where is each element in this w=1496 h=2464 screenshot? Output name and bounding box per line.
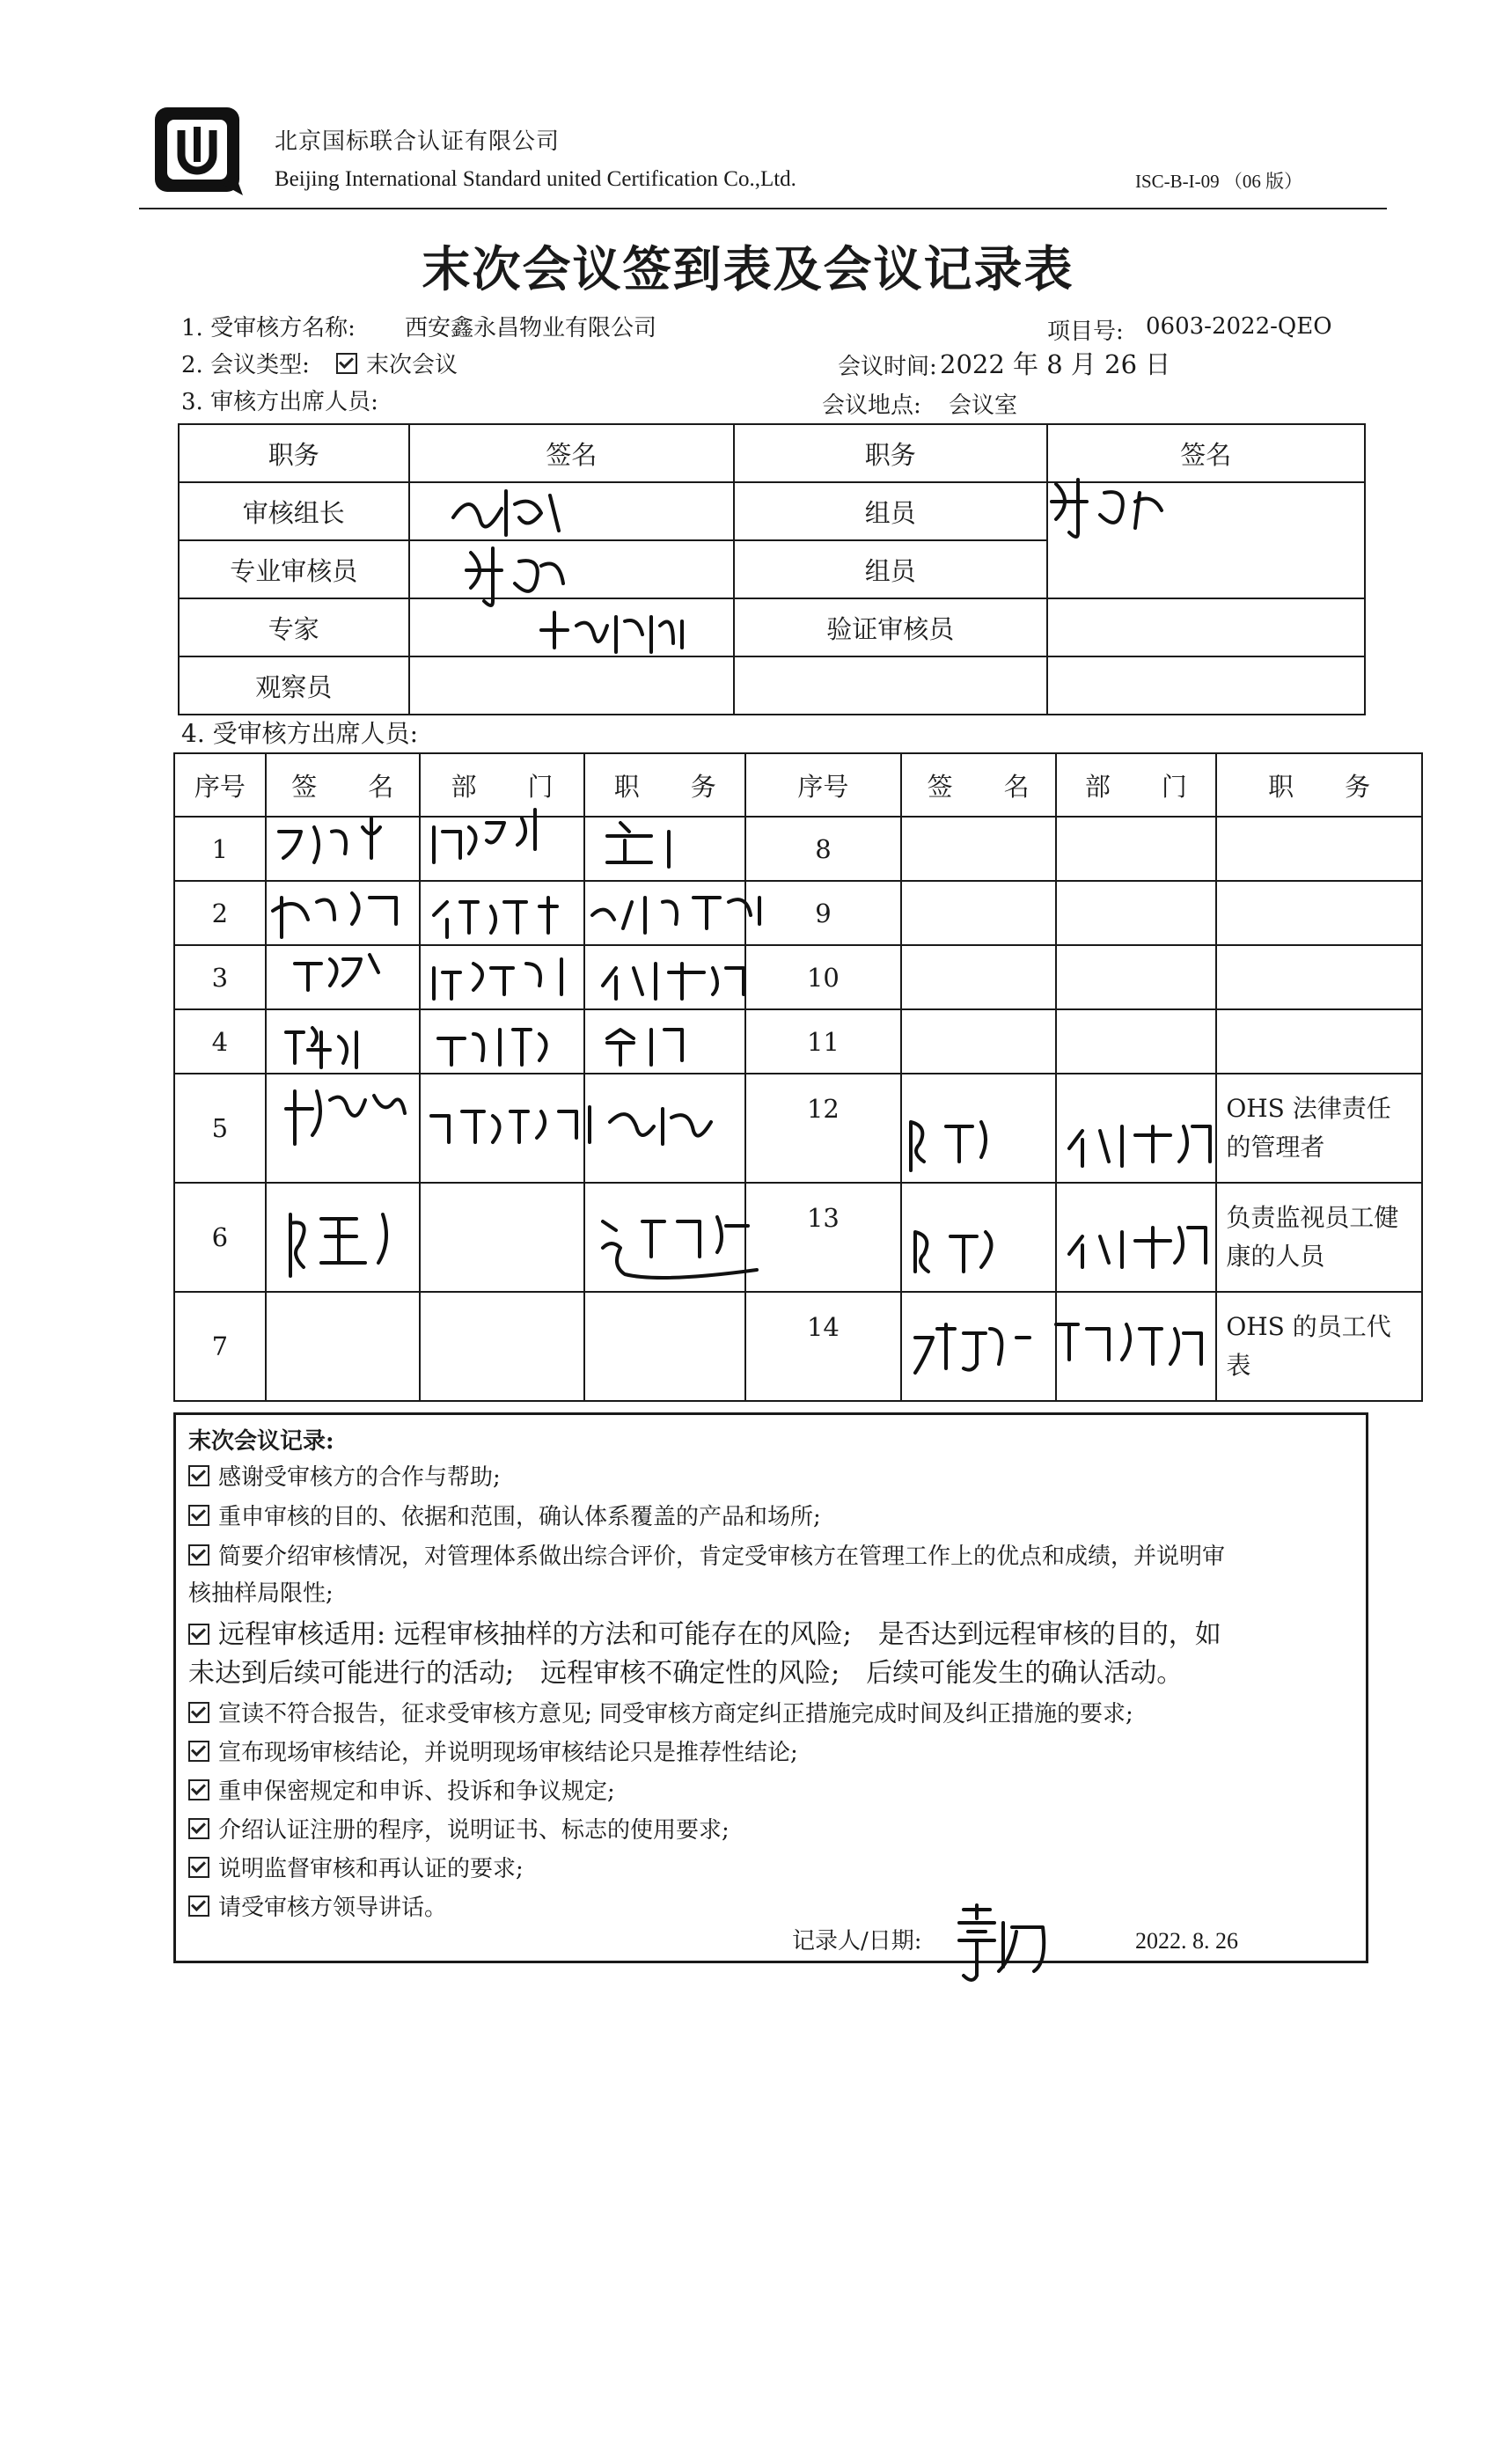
checkbox-checked-icon — [188, 1624, 209, 1645]
checkbox-checked-icon — [188, 1818, 209, 1839]
row-number: 4 — [174, 1009, 266, 1074]
position-cell: OHS 的员工代表 — [1216, 1292, 1422, 1401]
handwritten-signature — [598, 1021, 695, 1074]
signature-cell — [901, 945, 1056, 1009]
handwritten-signature — [902, 1109, 1008, 1179]
handwritten-signature — [429, 818, 544, 871]
col-header: 签 名 — [901, 753, 1056, 817]
position-cell — [1216, 881, 1422, 945]
signature-cell — [901, 881, 1056, 945]
col-header: 职 务 — [584, 753, 745, 817]
handwritten-signature — [906, 1219, 1012, 1280]
auditee-attendees-label: 4. 受审核方出席人员: — [181, 719, 419, 748]
position-cell — [584, 1292, 745, 1401]
record-item-continued: 未达到后续可能进行的活动; 远程审核不确定性的风险; 后续可能发生的确认活动。 — [188, 1658, 1184, 1689]
signature-cell — [901, 817, 1056, 881]
record-item: 介绍认证注册的程序，说明证书、标志的使用要求; — [188, 1813, 730, 1848]
handwritten-signature — [906, 1320, 1206, 1404]
table-header-row — [179, 424, 1365, 482]
table-row — [179, 656, 1365, 715]
form-number: ISC-B-I-09 （06 版） — [1135, 171, 1303, 192]
handwritten-signature — [275, 818, 389, 871]
table-row — [174, 1292, 1422, 1401]
checkbox-checked-icon — [188, 1544, 209, 1566]
col-header: 职务 — [179, 424, 409, 482]
record-item: 说明监督审核和再认证的要求; — [188, 1852, 524, 1887]
record-item: 重申保密规定和申诉、投诉和争议规定; — [188, 1774, 615, 1809]
meeting-place-value: 会议室 — [949, 392, 1018, 419]
record-item: 远程审核适用: 远程审核抽样的方法和可能存在的风险; 是否达到远程审核的目的，如 — [188, 1617, 1221, 1653]
page-title: 末次会议签到表及会议记录表 — [422, 241, 1074, 297]
record-heading: 末次会议记录: — [188, 1428, 334, 1455]
col-header: 序号 — [174, 753, 266, 817]
row-number: 5 — [174, 1074, 266, 1183]
handwritten-signature — [429, 889, 579, 942]
col-header: 签名 — [409, 424, 734, 482]
col-header: 职 务 — [1216, 753, 1422, 817]
meeting-type-label: 2. 会议类型: — [181, 352, 310, 378]
auditee-value: 西安鑫永昌物业有限公司 — [405, 315, 657, 341]
department-cell — [1056, 881, 1217, 945]
role-cell: 验证审核员 — [734, 598, 1046, 656]
handwritten-signature — [1060, 1118, 1206, 1179]
signature-cell — [266, 1292, 420, 1401]
handwritten-signature — [603, 818, 700, 871]
record-item: 简要介绍审核情况，对管理体系做出综合评价，肯定受审核方在管理工作上的优点和成绩，并说明审 — [188, 1539, 1225, 1574]
department-cell — [420, 1183, 585, 1292]
project-label: 项目号: — [1047, 319, 1124, 345]
checkbox-checked-icon — [188, 1741, 209, 1762]
handwritten-signature — [449, 482, 563, 544]
role-cell: 审核组长 — [179, 482, 409, 540]
record-item: 重申审核的目的、依据和范围，确认体系覆盖的产品和场所; — [188, 1500, 821, 1535]
meeting-type-field — [336, 347, 458, 379]
handwritten-signature — [594, 1213, 770, 1283]
position-cell: 负责监视员工健康的人员 — [1216, 1183, 1422, 1292]
recorder-label: 记录人/日期: — [792, 1928, 922, 1954]
checkbox-checked-icon — [188, 1857, 209, 1878]
handwritten-signature — [537, 604, 686, 656]
handwritten-signature — [462, 544, 576, 610]
role-cell: 观察员 — [179, 656, 409, 715]
table-row — [179, 598, 1365, 656]
meeting-place-label: 会议地点: — [822, 392, 921, 419]
checkbox-checked-icon — [188, 1465, 209, 1486]
department-cell — [420, 1292, 585, 1401]
recorder-signature — [946, 1901, 1060, 1998]
row-number: 2 — [174, 881, 266, 945]
handwritten-signature — [1060, 1219, 1210, 1285]
record-item: 宣读不符合报告，征求受审核方意见; 同受审核方商定纠正措施完成时间及纠正措施的要求; — [188, 1697, 1133, 1732]
row-number: 11 — [745, 1009, 901, 1074]
handwritten-signature — [1047, 475, 1179, 546]
row-number: 7 — [174, 1292, 266, 1401]
table-row — [179, 482, 1365, 540]
col-header: 职务 — [734, 424, 1046, 482]
col-header: 序号 — [745, 753, 901, 817]
handwritten-signature — [282, 1082, 422, 1162]
handwritten-signature — [605, 1096, 729, 1148]
role-cell: 组员 — [734, 482, 1046, 540]
signature-cell — [1047, 598, 1365, 656]
company-name-cn: 北京国标联合认证有限公司 — [275, 128, 561, 155]
record-date: 2022. 8. 26 — [1135, 1928, 1238, 1954]
handwritten-signature — [282, 1019, 378, 1072]
position-cell: OHS 法律责任的管理者 — [1216, 1074, 1422, 1183]
auditor-attendees-label: 3. 审核方出席人员: — [181, 389, 378, 415]
auditor-attendance-table — [178, 423, 1366, 715]
record-item: 感谢受审核方的合作与帮助; — [188, 1460, 501, 1495]
meeting-type-value: 末次会议 — [366, 352, 458, 378]
handwritten-signature — [264, 880, 405, 942]
project-value: 0603-2022-QEO — [1146, 313, 1332, 340]
role-cell: 专家 — [179, 598, 409, 656]
checkbox-checked-icon — [336, 353, 357, 374]
col-header: 签名 — [1047, 424, 1365, 482]
department-cell — [1056, 1009, 1217, 1074]
department-cell — [1056, 945, 1217, 1009]
checkbox-checked-icon — [188, 1896, 209, 1917]
position-cell — [1216, 1009, 1422, 1074]
row-number: 9 — [745, 881, 901, 945]
checkbox-checked-icon — [188, 1779, 209, 1800]
row-number: 14 — [745, 1292, 901, 1401]
auditee-label: 1. 受审核方名称: — [181, 315, 356, 341]
col-header: 部 门 — [1056, 753, 1217, 817]
meeting-time-label: 会议时间: — [838, 354, 937, 380]
row-number: 13 — [745, 1183, 901, 1292]
position-cell — [1216, 817, 1422, 881]
record-item: 请受审核方领导讲话。 — [188, 1890, 447, 1925]
handwritten-signature — [588, 889, 755, 942]
row-number: 10 — [745, 945, 901, 1009]
col-header: 部 门 — [420, 753, 585, 817]
signature-cell — [1047, 656, 1365, 715]
role-cell: 专业审核员 — [179, 540, 409, 598]
header-divider — [139, 208, 1387, 209]
row-number: 8 — [745, 817, 901, 881]
row-number: 3 — [174, 945, 266, 1009]
position-cell — [1216, 945, 1422, 1009]
handwritten-signature — [598, 955, 766, 1008]
company-name-en: Beijing International Standard united Certification Co.,Ltd. — [275, 167, 796, 191]
col-header: 签 名 — [266, 753, 420, 817]
handwritten-signature — [429, 1021, 570, 1074]
meeting-time-value: 2022 年 8 月 26 日 — [940, 349, 1171, 379]
handwritten-signature — [429, 955, 588, 1008]
department-cell — [1056, 817, 1217, 881]
handwritten-signature — [427, 1098, 594, 1151]
handwritten-signature — [290, 950, 396, 1003]
signature-cell — [901, 1009, 1056, 1074]
row-number: 1 — [174, 817, 266, 881]
handwritten-signature — [282, 1206, 414, 1285]
signature-cell — [409, 656, 734, 715]
record-item: 宣布现场审核结论，并说明现场审核结论只是推荐性结论; — [188, 1735, 798, 1771]
checkbox-checked-icon — [188, 1505, 209, 1526]
row-number: 12 — [745, 1074, 901, 1183]
row-number: 6 — [174, 1183, 266, 1292]
record-item-continued: 核抽样局限性; — [188, 1580, 334, 1607]
checkbox-checked-icon — [188, 1702, 209, 1723]
company-logo — [151, 104, 248, 201]
role-cell: 组员 — [734, 540, 1046, 598]
role-cell — [734, 656, 1046, 715]
table-header-row — [174, 753, 1422, 817]
